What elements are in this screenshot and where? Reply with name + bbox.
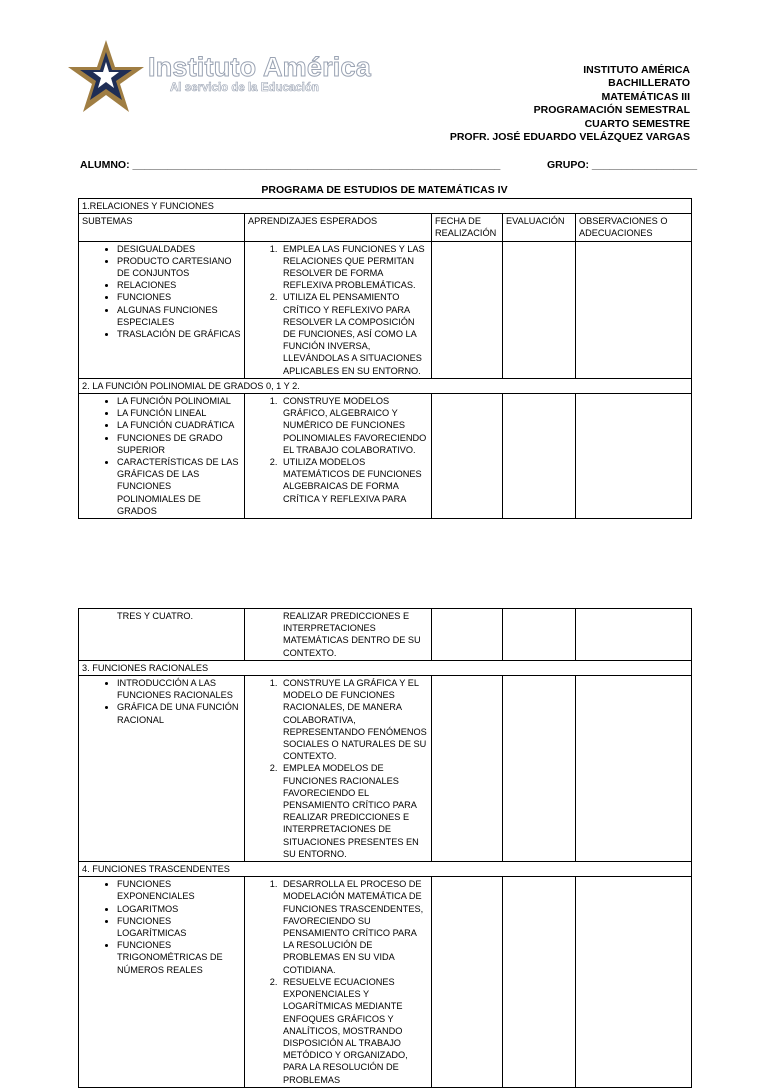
section-title: 3. FUNCIONES RACIONALES [79,660,692,675]
list-item: • LA FUNCIÓN LINEAL [117,407,241,419]
list-item: • INTRODUCCIÓN A LAS FUNCIONES RACIONALES [117,677,241,701]
list-item: 2. UTILIZA EL PENSAMIENTO CRÍTICO Y REFLEXIVO PARA RESOLVER LA COMPOSICIÓN DE FUNCIONES, ASÍ COMO LA FUNCIÓN INVERSA, LLEVÁNDOLAS A SITUACIONES APLICABLES EN SU ENTORNO. [280,291,428,376]
table-row [79,394,692,519]
logo-tagline: Al servicio de la Educación [170,82,319,94]
list-item: 1. CONSTRUYE LA GRÁFICA Y EL MODELO DE FUNCIONES RACIONALES, DE MANERA COLABORATIVA, REPRESENTANDO FENÓMENOS SOCIALES O NATURALES DE SU CONTEXTO. [280,677,428,762]
section-row [79,660,692,675]
list-item: • FUNCIONES LOGARÍTMICAS [117,915,241,939]
column-header: APRENDIZAJES ESPERADOS [245,214,432,241]
list-item: 2. UTILIZA MODELOS MATEMÁTICOS DE FUNCIONES ALGEBRAICAS DE FORMA CRÍTICA Y REFLEXIVA PARA [280,456,428,505]
observations-cell [576,877,692,1087]
program-title: PROGRAMA DE ESTUDIOS DE MATEMÁTICAS IV [261,184,508,196]
subtopics-cell [79,394,245,519]
document-header [450,64,690,144]
section-row [79,378,692,393]
evaluation-cell [503,241,576,378]
subtopics-cell [79,676,245,862]
date-cell [432,394,503,519]
evaluation-cell [503,609,576,661]
list-item: • CARACTERÍSTICAS DE LAS GRÁFICAS DE LAS FUNCIONES POLINOMIALES DE GRADOS [117,456,241,517]
date-cell [432,676,503,862]
header-teacher: PROFR. JOSÉ EDUARDO VELÁZQUEZ VARGAS [449,131,690,144]
alumno-field: ALUMNO: _______________________________________________________________ [80,159,501,171]
list-item: • FUNCIONES DE GRADO SUPERIOR [117,432,241,456]
header-level: BACHILLERATO [608,77,690,90]
subtopics-cell [79,609,245,661]
section-title: 4. FUNCIONES TRASCENDENTES [79,862,692,877]
list-item: • LA FUNCIÓN CUADRÁTICA [117,419,241,431]
list-item: REALIZAR PREDICCIONES E INTERPRETACIONES MATEMÁTICAS DENTRO DE SU CONTEXTO. [283,611,421,658]
list-item: 2. RESUELVE ECUACIONES EXPONENCIALES Y LOGARÍTMICAS MEDIANTE ENFOQUES GRÁFICOS Y ANALÍTICOS, MOSTRANDO DISPOSICIÓN AL TRABAJO METÓDICO Y ORGANIZADO, PARA LA RESOLUCIÓN DE PROBLEMAS [280,976,428,1086]
column-header: EVALUACIÓN [503,214,576,241]
section-title: 2. LA FUNCIÓN POLINOMIAL DE GRADOS 0, 1 Y 2. [79,378,692,393]
list-item: • GRÁFICA DE UNA FUNCIÓN RACIONAL [117,701,241,725]
learnings-cell [245,877,432,1087]
list-item: • ALGUNAS FUNCIONES ESPECIALES [117,304,241,328]
list-item: • FUNCIONES TRIGONOMÉTRICAS DE NÚMEROS REALES [117,939,241,976]
list-item: • RELACIONES [117,279,241,291]
header-institute: INSTITUTO AMÉRICA [583,64,690,76]
list-item: • FUNCIONES EXPONENCIALES [117,878,241,902]
list-item: • LA FUNCIÓN POLINOMIAL [117,395,241,407]
table-row [79,877,692,1087]
list-item: • DESIGUALDADES [117,243,241,255]
evaluation-cell [503,676,576,862]
list-item: 2. EMPLEA MODELOS DE FUNCIONES RACIONALES FAVORECIENDO EL PENSAMIENTO CRÍTICO PARA REALIZAR PREDICCIONES E INTERPRETACIONES DE SITUACIONES PRESENTES EN SU ENTORNO. [280,762,428,860]
evaluation-cell [503,394,576,519]
subtopics-cell [79,241,245,378]
observations-cell [576,676,692,862]
list-item: 1. CONSTRUYE MODELOS GRÁFICO, ALGEBRAICO Y NUMÉRICO DE FUNCIONES POLINOMIALES FAVORECIENDO EL TRABAJO COLABORATIVO. [280,395,428,456]
list-item: 1. DESARROLLA EL PROCESO DE MODELACIÓN MATEMÁTICA DE FUNCIONES TRASCENDENTES, FAVORECIENDO SU PENSAMIENTO CRÍTICO PARA LA RESOLUCIÓN DE PROBLEMAS EN SU VIDA COTIDIANA. [280,878,428,976]
program-table-part2 [78,608,692,1088]
column-header-row [79,214,692,241]
learnings-cell [245,609,432,661]
learnings-cell [245,241,432,378]
observations-cell [576,609,692,661]
table-row [79,241,692,378]
evaluation-cell [503,877,576,1087]
list-item: • LOGARITMOS [117,903,241,915]
table-row [79,676,692,862]
date-cell [432,877,503,1087]
section-title: 1.RELACIONES Y FUNCIONES [79,199,692,214]
section-row [79,199,692,214]
observations-cell [576,241,692,378]
header-program-type: PROGRAMACIÓN SEMESTRAL [533,104,690,117]
learnings-cell [245,394,432,519]
section-row [79,862,692,877]
column-header: OBSERVACIONES O ADECUACIONES [576,214,692,241]
observations-cell [576,394,692,519]
date-cell [432,241,503,378]
date-cell [432,609,503,661]
header-semester: CUARTO SEMESTRE [584,117,690,130]
program-table-part1 [78,198,692,519]
list-item: TRES Y CUATRO. [117,611,194,621]
list-item: • FUNCIONES [117,291,241,303]
column-header: SUBTEMAS [79,214,245,241]
list-item: • TRASLACIÓN DE GRÁFICAS [117,328,241,340]
subtopics-cell [79,877,245,1087]
logo-brand-text: Instituto América [148,52,371,82]
star-logo-icon [66,38,146,118]
list-item: 1. EMPLEA LAS FUNCIONES Y LAS RELACIONES QUE PERMITAN RESOLVER DE FORMA REFLEXIVA PROBLEMÁTICAS. [280,243,428,292]
institute-logo [66,38,371,118]
list-item: • PRODUCTO CARTESIANO DE CONJUNTOS [117,255,241,279]
header-subject: MATEMÁTICAS III [601,90,690,103]
learnings-cell [245,676,432,862]
grupo-field: GRUPO: __________________ [547,159,698,171]
table-row [79,609,692,661]
column-header: FECHA DE REALIZACIÓN [432,214,503,241]
